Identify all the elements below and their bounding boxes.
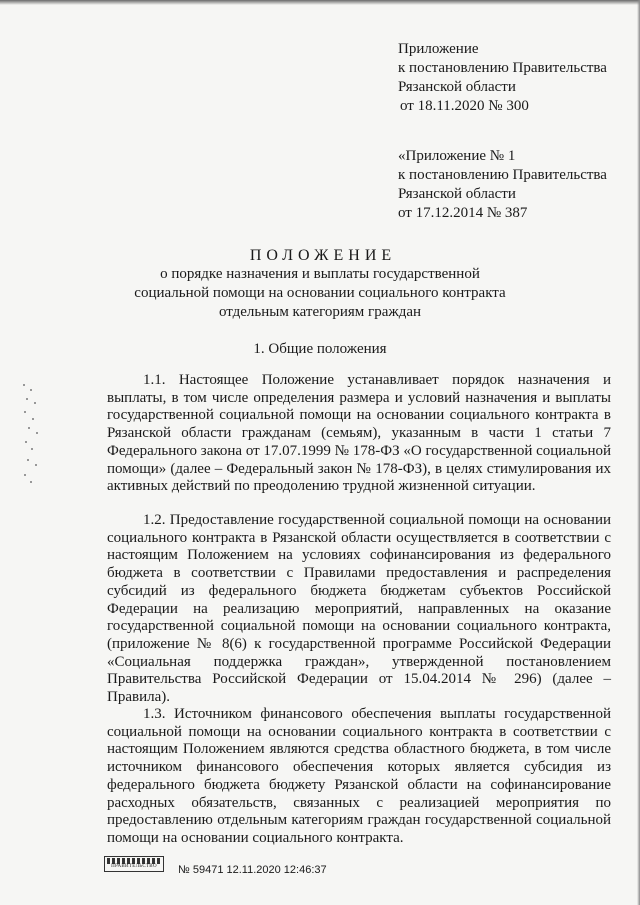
scan-top-edge bbox=[0, 0, 640, 5]
annex-line: Рязанской области bbox=[398, 79, 516, 95]
paragraph-1-3 bbox=[107, 706, 611, 848]
subtitle-line: о порядке назначения и выплаты государственной bbox=[160, 266, 480, 282]
document-title: ПОЛОЖЕНИЕ bbox=[249, 247, 397, 264]
paragraph-text: 1.2. Предоставление государственной социальной помощи на основании социального контракта в Рязанской области осуществляется в соответствии с настоящим Положением на условиях софинансирования из федерального бюджета в соответствии с Правилами предоставления и распределения субсидий из федерального бюджета бюджетам субъектов Российской Федерации на реализацию мероприятий, направленных на оказание государственной социальной помощи на основании социального контракта, (приложение № 8(6) к государственной программе Российской Федерации «Социальная поддержка граждан», утвержденной постановлением Правительства Российской Федерации от 15.04.2014 № 296) (далее – Правила). bbox=[107, 512, 611, 706]
annex-date: от 17.12.2014 № 387 bbox=[398, 205, 528, 221]
binding-hole-marks bbox=[20, 380, 42, 490]
annex-date: от 18.11.2020 № 300 bbox=[400, 98, 529, 114]
document-subtitle bbox=[0, 265, 640, 322]
government-seal-icon bbox=[104, 856, 164, 872]
paragraph-1-2 bbox=[107, 512, 611, 707]
annex-line: Приложение bbox=[398, 41, 479, 57]
registration-stamp bbox=[104, 852, 327, 876]
annex-line: Рязанской области bbox=[398, 186, 516, 202]
registration-number: № 59471 12.11.2020 12:46:37 bbox=[178, 864, 327, 876]
annex-header-previous bbox=[398, 147, 607, 223]
paragraph-1-1 bbox=[107, 372, 611, 496]
stamp-caption: ПРАВИТЕЛЬСТВО bbox=[111, 864, 157, 869]
paragraph-text: 1.3. Источником финансового обеспечения выплаты государственной социальной помощи на основании социального контракта в соответствии с настоящим Положением являются средства областного бюджета, в том числе источником финансового обеспечения которых является субсидия из федерального бюджета бюджету Рязанской области на софинансирование расходных обязательств, связанных с реализацией мероприятия по предоставлению отдельным категориям граждан государственной социальной помощи на основании социального контракта. bbox=[107, 706, 611, 846]
paragraph-text: 1.1. Настоящее Положение устанавливает порядок назначения и выплаты, в том числе определения размера и условий назначения и выплаты государственной социальной помощи на основании социального контракта в Рязанской области гражданам (семьям), указанным в части 1 статьи 7 Федерального закона от 17.07.1999 № 178-ФЗ «О государственной социальной помощи» (далее – Федеральный закон № 178-ФЗ), в целях стимулирования их активных действий по преодолению трудной жизненной ситуации. bbox=[107, 372, 611, 495]
annex-line: «Приложение № 1 bbox=[398, 148, 516, 164]
section-heading: 1. Общие положения bbox=[253, 341, 387, 357]
annex-header-current bbox=[398, 40, 607, 116]
subtitle-line: отдельным категориям граждан bbox=[218, 304, 422, 320]
subtitle-line: социальной помощи на основании социального контракта bbox=[134, 285, 506, 301]
annex-line: к постановлению Правительства bbox=[398, 167, 607, 183]
annex-line: к постановлению Правительства bbox=[398, 60, 607, 76]
